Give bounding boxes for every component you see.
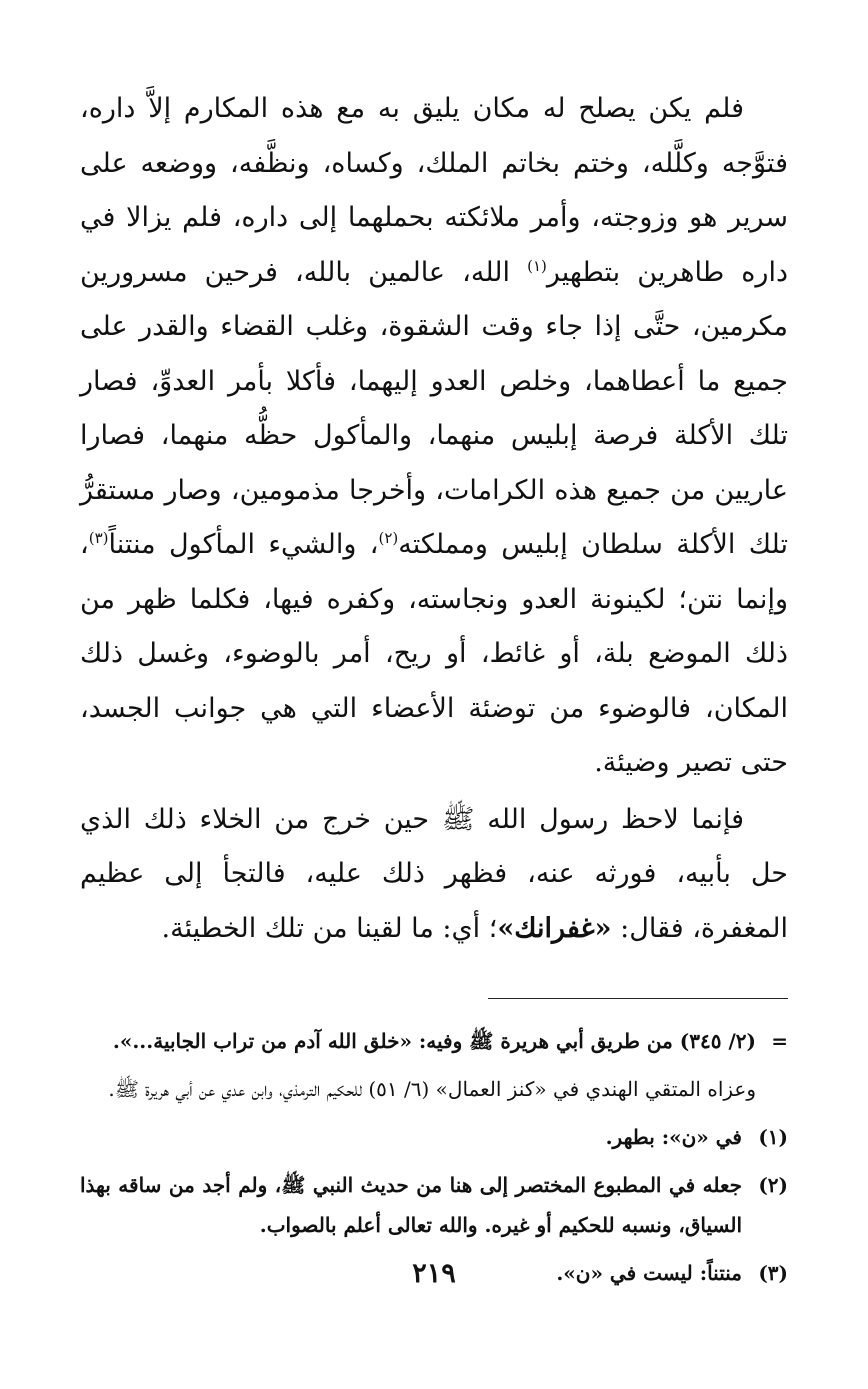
page-number: ٢١٩	[412, 1258, 456, 1289]
footnote-text: منتناً: ليست في «ن».	[556, 1261, 742, 1285]
main-text	[80, 82, 788, 956]
footnote-ref-2[interactable]: (٢)	[378, 529, 399, 547]
footnote-number: (٢)	[758, 1173, 788, 1197]
footnote-number: (٣)	[758, 1261, 788, 1285]
footnote-text: جعله في المطبوع المختصر إلى هنا من حديث النبي ﷺ، ولم أجد من ساقه بهذا السياق، ونسبه للحكيم أو غيره. والله تعالى أعلم بالصواب.	[80, 1173, 742, 1237]
footnote-ref-1[interactable]: (١)	[527, 256, 547, 275]
footnote-item-2	[80, 1165, 788, 1245]
paragraph-2	[80, 793, 788, 957]
footnote-continuation-paragraph: وعزاه المتقي الهندي في «كنز العمال» (٦/ ٥١) للحكيم الترمذي، وابن عدي عن أبي هريرة ﷺ.	[108, 1077, 756, 1101]
paragraph-1-part-b: الله، عالمين بالله، فرحين مسرورين مكرمين، حتَّى إذا جاء وقت الشقوة، وغلب القضاء والقدر على جميع ما أعطاهما، وخلص العدو إليهما، فأكلا بأمر العدوِّ، فصار تلك الأكلة فرصة إبليس منهما، والمأكول حظُّه منهما، فصارا عاريين من جميع هذه الكرامات، وأخرجا مذمومين، وصار مستقرُّ تلك الأكلة سلطان إبليس ومملكته	[80, 256, 789, 560]
paragraph-2-part-b: ؛ أي: ما لقينا من تلك الخطيئة.	[161, 912, 498, 944]
footnote-number: (١)	[758, 1125, 788, 1149]
footnotes	[80, 1021, 788, 1293]
paragraph-1-part-a: فلم يكن يصلح له مكان يليق به مع هذه المكارم إلاَّ داره، فتوَّجه وكلَّله، وختم بخاتم الملك، وكساه، ونظَّفه، ووضعه على سرير هو وزوجته، وأمر ملائكته بحملهما إلى داره، فلم يزالا في داره طاهرين بتطهير	[80, 93, 788, 288]
continuation-text: (٢/ ٣٤٥) من طريق أبي هريرة ﷺ وفيه: «خلق الله آدم من تراب الجابية...».	[112, 1029, 756, 1053]
paragraph-1	[80, 82, 788, 791]
footnote-item-1	[80, 1117, 788, 1157]
footnote-text: في «ن»: بطهر.	[605, 1125, 742, 1149]
continuation-marker: =	[771, 1029, 788, 1053]
hadith-quote: «غفرانك»	[497, 912, 612, 944]
footnote-continuation	[80, 1021, 788, 1061]
page-content	[80, 82, 788, 1301]
paragraph-1-part-d: ، وإنما نتن؛ لكينونة العدو ونجاسته، وكفره فيها، فكلما ظهر من ذلك الموضع بلة، أو غائط، أو ريح، أمر بالوضوء، وغسل ذلك المكان، فالوضوء من توضئة الأعضاء التي هي جوانب الجسد، حتى تصير وضيئة.	[80, 529, 788, 778]
paragraph-2-part-a: فإنما لاحظ رسول الله ﷺ حين خرج من الخلاء ذلك الذي حل بأبيه، فورثه عنه، فظهر ذلك عليه، فالتجأ إلى عظيم المغفرة، فقال:	[80, 803, 788, 944]
footnote-ref-3[interactable]: (٣)	[88, 529, 109, 547]
footnote-divider	[488, 998, 788, 999]
paragraph-1-part-c: ، والشيء المأكول منتناً	[108, 529, 379, 560]
